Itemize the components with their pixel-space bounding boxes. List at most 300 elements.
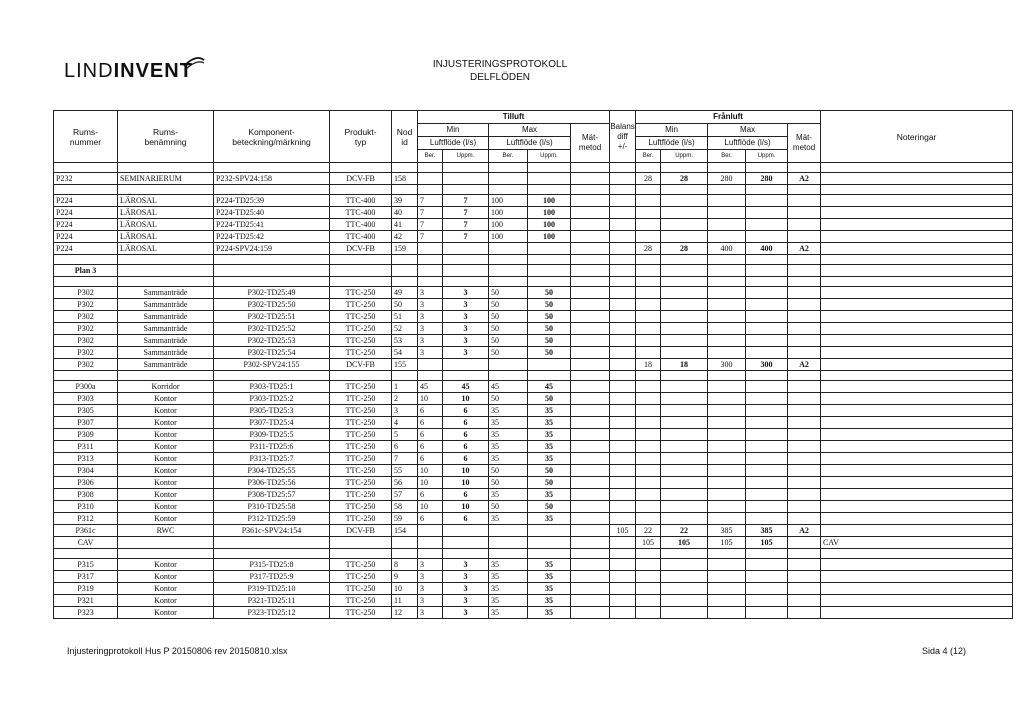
- table-cell: [571, 287, 610, 299]
- table-cell: [788, 429, 821, 441]
- table-cell: 50: [528, 323, 571, 335]
- table-cell: [610, 571, 636, 583]
- table-cell: [708, 287, 746, 299]
- empty-cell: [571, 265, 610, 277]
- empty-cell: [636, 265, 661, 277]
- table-cell: [708, 595, 746, 607]
- table-cell: [661, 287, 708, 299]
- table-row: [54, 477, 1013, 489]
- table-cell: [443, 537, 489, 549]
- table-cell: [708, 381, 746, 393]
- table-cell: 7: [443, 231, 489, 243]
- empty-cell: [489, 277, 528, 287]
- table-cell: P224-SPV24:159: [214, 243, 330, 255]
- empty-cell: [443, 265, 489, 277]
- table-row: [54, 571, 1013, 583]
- table-cell: 105: [636, 537, 661, 549]
- table-cell: [636, 429, 661, 441]
- table-cell: P317-TD25:9: [214, 571, 330, 583]
- table-cell: 45: [418, 381, 443, 393]
- empty-cell: [746, 163, 788, 173]
- table-cell: P232-SPV24:158: [214, 173, 330, 185]
- empty-cell: [571, 255, 610, 265]
- table-cell: 10: [443, 393, 489, 405]
- table-cell: 6: [443, 441, 489, 453]
- table-cell: 3: [443, 335, 489, 347]
- table-cell: 100: [489, 219, 528, 231]
- table-cell: 100: [489, 195, 528, 207]
- empty-cell: [571, 185, 610, 195]
- table-cell: P302-TD25:53: [214, 335, 330, 347]
- table-cell: TTC-250: [330, 299, 392, 311]
- table-cell: [571, 583, 610, 595]
- table-cell: 56: [392, 477, 418, 489]
- table-cell: 28: [636, 243, 661, 255]
- table-cell: 50: [489, 347, 528, 359]
- table-cell: [708, 393, 746, 405]
- table-cell: P317: [54, 571, 118, 583]
- table-cell: P302-TD25:51: [214, 311, 330, 323]
- table-cell: Kontor: [118, 429, 214, 441]
- empty-cell: [528, 185, 571, 195]
- table-cell: [661, 607, 708, 619]
- empty-cell: [571, 371, 610, 381]
- table-cell: 6: [418, 429, 443, 441]
- table-cell: 18: [661, 359, 708, 371]
- table-cell: [571, 347, 610, 359]
- empty-cell: [443, 549, 489, 559]
- table-cell: [636, 489, 661, 501]
- table-cell: [821, 453, 1013, 465]
- table-cell: [661, 513, 708, 525]
- table-cell: [661, 465, 708, 477]
- table-cell: 6: [443, 453, 489, 465]
- empty-cell: [746, 265, 788, 277]
- table-cell: [788, 607, 821, 619]
- table-cell: 41: [392, 219, 418, 231]
- table-cell: [443, 359, 489, 371]
- table-cell: P303-TD25:2: [214, 393, 330, 405]
- table-cell: [610, 477, 636, 489]
- empty-cell: [708, 549, 746, 559]
- table-cell: P300a: [54, 381, 118, 393]
- table-cell: [571, 559, 610, 571]
- table-cell: [661, 207, 708, 219]
- table-cell: Kontor: [118, 465, 214, 477]
- table-cell: 159: [392, 243, 418, 255]
- table-cell: 3: [443, 595, 489, 607]
- table-cell: 5: [392, 429, 418, 441]
- table-cell: [821, 513, 1013, 525]
- table-cell: [661, 453, 708, 465]
- table-cell: [636, 347, 661, 359]
- table-cell: [821, 323, 1013, 335]
- empty-cell: [661, 549, 708, 559]
- table-cell: 50: [528, 299, 571, 311]
- table-cell: 400: [708, 243, 746, 255]
- table-row: [54, 559, 1013, 571]
- table-cell: [746, 311, 788, 323]
- table-cell: [708, 583, 746, 595]
- empty-cell: [610, 371, 636, 381]
- table-cell: [708, 513, 746, 525]
- table-cell: 100: [489, 207, 528, 219]
- table-cell: Kontor: [118, 441, 214, 453]
- table-cell: 50: [528, 335, 571, 347]
- table-cell: P311-TD25:6: [214, 441, 330, 453]
- table-cell: TTC-250: [330, 335, 392, 347]
- table-cell: Korridor: [118, 381, 214, 393]
- table-cell: P224: [54, 231, 118, 243]
- table-cell: P302: [54, 323, 118, 335]
- table-cell: [821, 311, 1013, 323]
- empty-cell: [392, 185, 418, 195]
- empty-cell: [610, 277, 636, 287]
- table-cell: 155: [392, 359, 418, 371]
- table-cell: [788, 393, 821, 405]
- table-cell: [746, 465, 788, 477]
- table-cell: 55: [392, 465, 418, 477]
- table-cell: [636, 477, 661, 489]
- table-cell: [746, 299, 788, 311]
- empty-cell: [821, 163, 1013, 173]
- spacer-row: [54, 549, 1013, 559]
- table-cell: [788, 287, 821, 299]
- table-cell: 35: [528, 571, 571, 583]
- table-cell: [821, 243, 1013, 255]
- table-cell: P302: [54, 287, 118, 299]
- table-cell: [746, 335, 788, 347]
- table-cell: P302: [54, 347, 118, 359]
- empty-cell: [330, 371, 392, 381]
- table-row: [54, 287, 1013, 299]
- table-cell: 100: [528, 219, 571, 231]
- table-cell: [571, 243, 610, 255]
- table-cell: [528, 173, 571, 185]
- empty-cell: [661, 163, 708, 173]
- table-cell: 50: [528, 347, 571, 359]
- table-cell: 39: [392, 195, 418, 207]
- table-cell: 280: [746, 173, 788, 185]
- table-cell: P305-TD25:3: [214, 405, 330, 417]
- document-title: [380, 58, 620, 84]
- table-cell: [821, 417, 1013, 429]
- table-cell: [636, 207, 661, 219]
- table-cell: [661, 381, 708, 393]
- table-cell: [788, 323, 821, 335]
- empty-cell: [214, 265, 330, 277]
- empty-cell: [636, 371, 661, 381]
- header-nod: Nod id: [392, 111, 418, 163]
- empty-cell: [788, 255, 821, 265]
- spacer-row: [54, 255, 1013, 265]
- empty-cell: [443, 163, 489, 173]
- table-cell: 35: [528, 559, 571, 571]
- table-cell: 2: [392, 393, 418, 405]
- table-cell: Sammanträde: [118, 287, 214, 299]
- table-cell: 3: [418, 287, 443, 299]
- table-cell: 35: [489, 513, 528, 525]
- header-ber: Ber.: [418, 150, 443, 163]
- header-uppm: Uppm.: [528, 150, 571, 163]
- table-cell: TTC-250: [330, 513, 392, 525]
- table-cell: [746, 571, 788, 583]
- table-cell: Sammanträde: [118, 347, 214, 359]
- table-cell: 400: [746, 243, 788, 255]
- empty-cell: [821, 265, 1013, 277]
- empty-cell: [118, 277, 214, 287]
- table-cell: 3: [418, 347, 443, 359]
- table-cell: [610, 323, 636, 335]
- table-cell: [636, 501, 661, 513]
- empty-cell: [54, 371, 118, 381]
- empty-cell: [214, 185, 330, 195]
- table-cell: [443, 525, 489, 537]
- empty-cell: [788, 371, 821, 381]
- table-cell: 28: [661, 173, 708, 185]
- table-cell: TTC-250: [330, 441, 392, 453]
- table-cell: 7: [443, 195, 489, 207]
- table-cell: [528, 525, 571, 537]
- table-cell: 300: [708, 359, 746, 371]
- table-cell: P302: [54, 299, 118, 311]
- table-cell: TTC-250: [330, 453, 392, 465]
- table-cell: [708, 441, 746, 453]
- table-cell: [746, 489, 788, 501]
- empty-cell: [118, 265, 214, 277]
- table-cell: 10: [418, 501, 443, 513]
- table-cell: [571, 335, 610, 347]
- table-cell: P302-TD25:49: [214, 287, 330, 299]
- empty-cell: [392, 371, 418, 381]
- table-cell: 35: [528, 513, 571, 525]
- table-cell: [746, 195, 788, 207]
- header-franluft-min-flode: Luftflöde (l/s): [636, 137, 708, 150]
- table-cell: Kontor: [118, 571, 214, 583]
- table-cell: [746, 559, 788, 571]
- table-cell: 6: [418, 489, 443, 501]
- table-cell: 105: [746, 537, 788, 549]
- table-cell: P319: [54, 583, 118, 595]
- table-cell: [746, 393, 788, 405]
- table-cell: [418, 173, 443, 185]
- header-franluft-max-flode: Luftflöde (l/s): [708, 137, 788, 150]
- table-cell: 50: [489, 393, 528, 405]
- spacer-row: [54, 277, 1013, 287]
- table-cell: TTC-250: [330, 323, 392, 335]
- table-row: [54, 405, 1013, 417]
- table-cell: [571, 195, 610, 207]
- table-cell: 52: [392, 323, 418, 335]
- table-cell: 7: [418, 207, 443, 219]
- table-cell: [788, 299, 821, 311]
- table-cell: 300: [746, 359, 788, 371]
- table-cell: [788, 195, 821, 207]
- empty-cell: [392, 277, 418, 287]
- table-cell: 3: [443, 571, 489, 583]
- table-cell: [610, 489, 636, 501]
- table-cell: 35: [489, 559, 528, 571]
- table-cell: [443, 173, 489, 185]
- table-cell: [418, 537, 443, 549]
- empty-cell: [708, 265, 746, 277]
- empty-cell: [443, 371, 489, 381]
- table-cell: TTC-250: [330, 501, 392, 513]
- table-cell: [610, 513, 636, 525]
- table-cell: [571, 595, 610, 607]
- table-cell: 57: [392, 489, 418, 501]
- table-cell: [788, 477, 821, 489]
- table-cell: [610, 453, 636, 465]
- plan-label: Plan 3: [54, 265, 118, 277]
- table-cell: 50: [489, 501, 528, 513]
- empty-cell: [418, 185, 443, 195]
- header-rums-benamning: Rums- benämning: [118, 111, 214, 163]
- table-cell: TTC-250: [330, 311, 392, 323]
- empty-cell: [636, 255, 661, 265]
- table-cell: [489, 537, 528, 549]
- header-tilluft: Tilluft: [418, 111, 610, 124]
- table-cell: [661, 299, 708, 311]
- empty-cell: [330, 549, 392, 559]
- table-cell: TTC-250: [330, 595, 392, 607]
- table-cell: Sammanträde: [118, 335, 214, 347]
- table-cell: [610, 583, 636, 595]
- table-cell: 50: [489, 323, 528, 335]
- table-cell: [636, 559, 661, 571]
- table-cell: [746, 441, 788, 453]
- table-cell: 105: [610, 525, 636, 537]
- empty-cell: [610, 255, 636, 265]
- empty-cell: [489, 265, 528, 277]
- table-cell: 4: [392, 417, 418, 429]
- table-cell: [571, 453, 610, 465]
- empty-cell: [821, 371, 1013, 381]
- table-row: [54, 173, 1013, 185]
- table-cell: 3: [418, 311, 443, 323]
- table-cell: 45: [528, 381, 571, 393]
- empty-cell: [443, 277, 489, 287]
- empty-cell: [214, 277, 330, 287]
- empty-cell: [118, 549, 214, 559]
- table-cell: TTC-250: [330, 393, 392, 405]
- table-cell: 3: [443, 583, 489, 595]
- empty-cell: [821, 255, 1013, 265]
- table-cell: [708, 571, 746, 583]
- table-row: [54, 441, 1013, 453]
- table-cell: 35: [528, 453, 571, 465]
- table-cell: 35: [489, 441, 528, 453]
- table-cell: P224-TD25:41: [214, 219, 330, 231]
- table-cell: Kontor: [118, 405, 214, 417]
- table-cell: [571, 607, 610, 619]
- table-cell: Sammanträde: [118, 299, 214, 311]
- table-cell: P303: [54, 393, 118, 405]
- table-cell: P308-TD25:57: [214, 489, 330, 501]
- table-cell: [489, 359, 528, 371]
- table-cell: 35: [528, 583, 571, 595]
- table-cell: P302: [54, 359, 118, 371]
- table-row: [54, 429, 1013, 441]
- table-cell: TTC-250: [330, 571, 392, 583]
- empty-cell: [118, 371, 214, 381]
- table-cell: [746, 347, 788, 359]
- table-cell: [636, 287, 661, 299]
- table-cell: [746, 453, 788, 465]
- table-cell: 3: [418, 559, 443, 571]
- table-cell: [330, 537, 392, 549]
- table-cell: [708, 489, 746, 501]
- table-cell: P302-SPV24:155: [214, 359, 330, 371]
- table-cell: 50: [489, 311, 528, 323]
- table-cell: [610, 417, 636, 429]
- table-cell: [788, 441, 821, 453]
- table-cell: TTC-250: [330, 347, 392, 359]
- table-cell: 3: [418, 607, 443, 619]
- table-cell: LÄROSAL: [118, 195, 214, 207]
- table-row: [54, 607, 1013, 619]
- table-cell: [746, 595, 788, 607]
- table-cell: [610, 429, 636, 441]
- table-cell: 6: [443, 513, 489, 525]
- table-cell: [821, 525, 1013, 537]
- empty-cell: [528, 163, 571, 173]
- header-ber: Ber.: [489, 150, 528, 163]
- empty-cell: [708, 163, 746, 173]
- table-cell: [788, 559, 821, 571]
- title-line-1: INJUSTERINGSPROTOKOLL: [432, 59, 568, 70]
- table-cell: 50: [489, 335, 528, 347]
- table-cell: [661, 595, 708, 607]
- empty-cell: [746, 255, 788, 265]
- table-cell: [746, 501, 788, 513]
- table-cell: [610, 219, 636, 231]
- table-cell: 12: [392, 607, 418, 619]
- table-cell: [610, 359, 636, 371]
- empty-cell: [788, 265, 821, 277]
- table-row: [54, 465, 1013, 477]
- table-cell: [821, 583, 1013, 595]
- table-cell: [610, 311, 636, 323]
- empty-cell: [636, 277, 661, 287]
- table-cell: P302-TD25:52: [214, 323, 330, 335]
- table-cell: [821, 219, 1013, 231]
- table-cell: 51: [392, 311, 418, 323]
- header-tilluft-matmetod: Mät- metod: [571, 124, 610, 163]
- table-cell: [571, 489, 610, 501]
- table-cell: [610, 537, 636, 549]
- table-cell: [746, 405, 788, 417]
- table-cell: 385: [708, 525, 746, 537]
- table-cell: 35: [489, 571, 528, 583]
- table-cell: [610, 559, 636, 571]
- empty-cell: [418, 163, 443, 173]
- table-cell: [661, 429, 708, 441]
- table-cell: [788, 219, 821, 231]
- table-row: [54, 243, 1013, 255]
- table-row: [54, 207, 1013, 219]
- empty-cell: [489, 371, 528, 381]
- empty-cell: [661, 185, 708, 195]
- empty-cell: [214, 549, 330, 559]
- table-cell: [214, 537, 330, 549]
- table-cell: [788, 501, 821, 513]
- table-cell: TTC-250: [330, 607, 392, 619]
- table-cell: [788, 571, 821, 583]
- table-cell: 6: [443, 489, 489, 501]
- table-cell: 6: [443, 405, 489, 417]
- table-cell: 1: [392, 381, 418, 393]
